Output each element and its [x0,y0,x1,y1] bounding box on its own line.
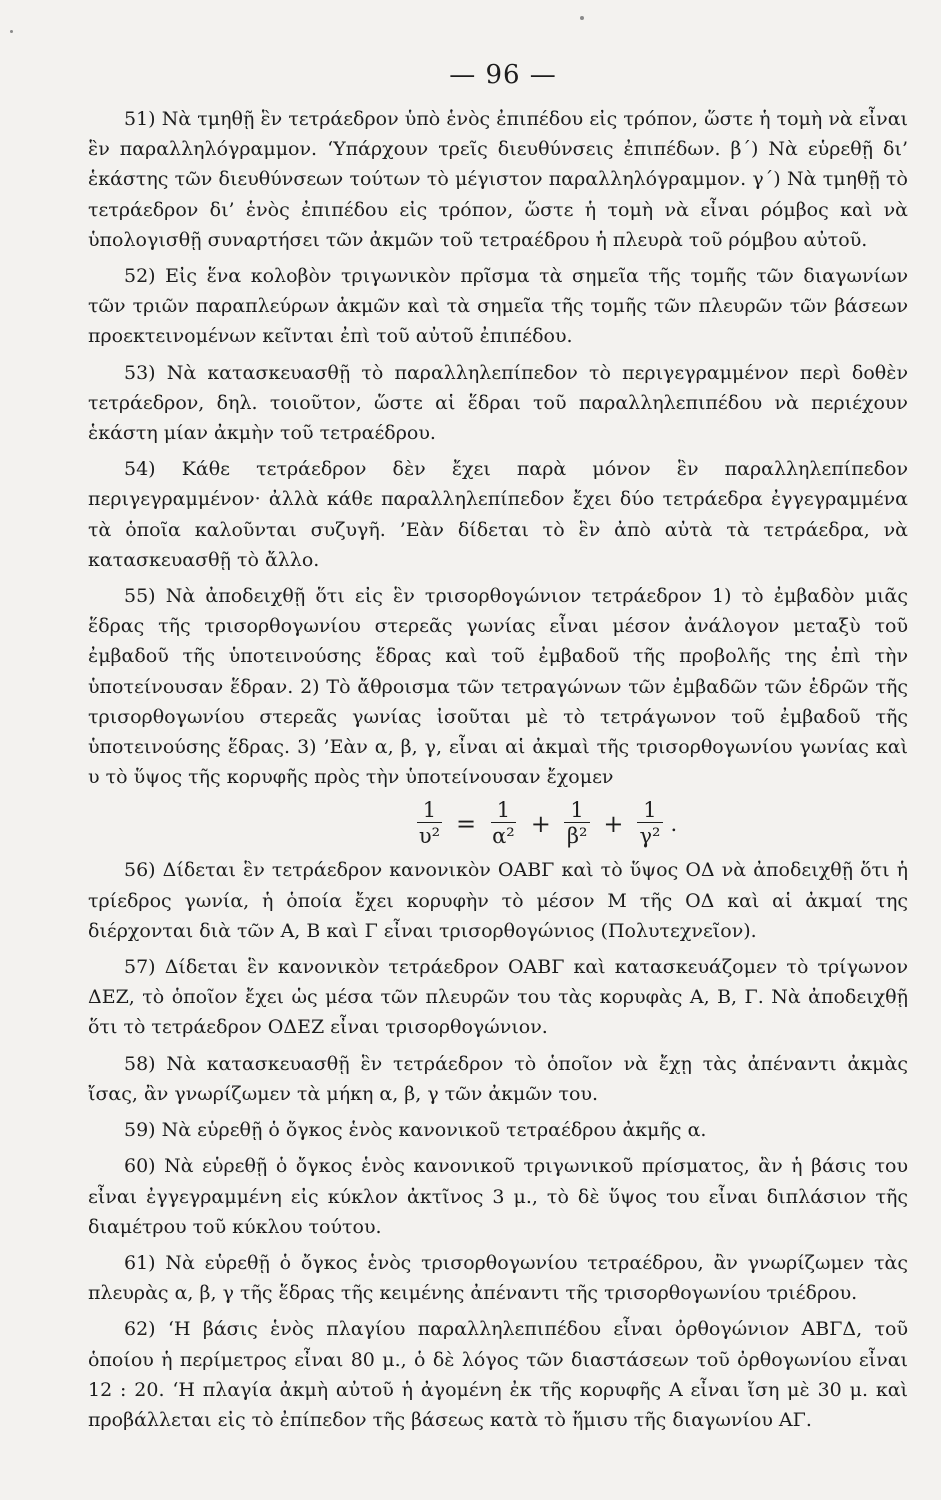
fraction-denominator: β² [566,824,588,849]
formula-term-beta [561,798,594,849]
paper-speck [10,30,13,33]
problem-57: 57) Δίδεται ἓν κανονικὸν τετράεδρον ΟΑΒΓ καὶ κατασκευάζομεν τὸ τρίγωνον ΔΕΖ, τὸ ὁποῖον ἔχει ὡς μέσα τῶν πλευρῶν του τὰς κορυφὰς Α, Β, Γ. Νὰ ἀποδειχθῇ ὅτι τὸ τετράεδρον ΟΔΕΖ εἶναι τρισορθογώνιον. [88,956,908,1039]
problem-54: 54) Κάθε τετράεδρον δὲν ἔχει παρὰ μόνον ἓν παραλληλεπίπεδον περιγεγραμμένον· ἀλλὰ κάθε παραλληλεπίπεδον ἔχει δύο τετράεδρα ἐγγεγραμμένα τὰ ὁποῖα καλοῦνται συζυγῆ. ’Εὰν δίδεται τὸ ἓν ἀπὸ αὐτὰ τὰ τετράεδρα, νὰ κατασκευασθῇ τὸ ἄλλο. [88,458,908,571]
problem-52: 52) Εἰς ἕνα κολοβὸν τριγωνικὸν πρῖσμα τὰ σημεῖα τῆς τομῆς τῶν διαγωνίων τῶν τριῶν παραπλεύρων ἀκμῶν καὶ τὰ σημεῖα τῆς τομῆς τῶν πλευρῶν τῶν βάσεων προεκτεινομένων κεῖνται ἐπὶ τοῦ αὐτοῦ ἐπιπέδου. [88,265,908,348]
formula-term-alpha [486,798,521,849]
fraction-denominator: υ² [418,824,440,849]
fraction-numerator: 1 [637,798,662,823]
equals-sign: = [456,809,477,838]
fraction-denominator: α² [492,824,515,849]
fraction-numerator: 1 [491,798,516,823]
problem-55: 55) Νὰ ἀποδειχθῇ ὅτι εἰς ἓν τρισορθογώνιον τετράεδρον 1) τὸ ἐμβαδὸν μιᾶς ἕδρας τῆς τρισορθογωνίου στερεᾶς γωνίας εἶναι μέσον ἀνάλογον μεταξὺ τοῦ ἐμβαδοῦ τῆς ὑποτεινούσης ἕδρας καὶ τοῦ ἐμβαδοῦ τῆς προβολῆς της ἐπὶ τὴν ὑποτείνουσαν ἕδραν. 2) Τὸ ἄθροισμα τῶν τετραγώνων τῶν ἐμβαδῶν τῶν ἑδρῶν τῆς τρισορθογωνίου στερεᾶς γωνίας ἰσοῦται μὲ τὸ τετράγωνον τοῦ ἐμβαδοῦ τῆς ὑποτεινούσης ἕδρας. 3) ’Εὰν α, β, γ, εἶναι αἱ ἀκμαὶ τῆς τρισορθογωνίου γωνίας καὶ υ τὸ ὕψος τῆς κορυφῆς πρὸς τὴν ὑποτείνουσαν ἔχομεν [88,585,908,789]
reciprocal-height-formula [88,798,908,849]
fraction-numerator: 1 [564,798,589,823]
problem-58: 58) Νὰ κατασκευασθῇ ἓν τετράεδρον τὸ ὁποῖον νὰ ἔχῃ τὰς ἀπέναντι ἀκμὰς ἴσας, ἂν γνωρίζωμεν τὰ μήκη α, β, γ τῶν ἀκμῶν του. [88,1052,908,1105]
problem-51: 51) Νὰ τμηθῇ ἓν τετράεδρον ὑπὸ ἑνὸς ἐπιπέδου εἰς τρόπον, ὥστε ἡ τομὴ νὰ εἶναι ἓν παραλληλόγραμμον. ‘Υπάρχουν τρεῖς διευθύνσεις ἐπιπέδων. β΄) Νὰ εὑρεθῇ δι’ ἑκάστης τῶν διευθύνσεων τούτων τὸ μέγιστον παραλληλόγραμμον. γ΄) Νὰ τμηθῇ τὸ τετράεδρον δι’ ἑνὸς ἐπιπέδου εἰς τρόπον, ὥστε ἡ τομὴ νὰ εἶναι ρόμβος καὶ νὰ ὑπολογισθῇ συναρτήσει τῶν ἀκμῶν τοῦ τετραέδρου ἡ πλευρὰ τοῦ ρόμβου αὐτοῦ. [88,108,908,251]
problem-59: 59) Νὰ εὑρεθῇ ὁ ὄγκος ἑνὸς κανονικοῦ τετραέδρου ἀκμῆς α. [124,1119,707,1142]
problem-62: 62) ‘Η βάσις ἑνὸς πλαγίου παραλληλεπιπέδου εἶναι ὀρθογώνιον ΑΒΓΔ, τοῦ ὁποίου ἡ περίμετρος εἶναι 80 μ., ὁ δὲ λόγος τῶν διαστάσεων τοῦ ὀρθογωνίου εἶναι 12 : 20. ‘Η πλαγία ἀκμὴ αὐτοῦ ἡ ἀγομένη ἐκ τῆς κορυφῆς Α εἶναι ἴση μὲ 30 μ. καὶ προβάλλεται εἰς τὸ ἐπίπεδον τῆς βάσεως κατὰ τὸ ἥμισυ τῆς διαγωνίου ΑΓ. [88,1318,908,1431]
page-number: — 96 — [449,60,557,90]
problem-53: 53) Νὰ κατασκευασθῇ τὸ παραλληλεπίπεδον τὸ περιγεγραμμένον περὶ δοθὲν τετράεδρον, δηλ. τοιοῦτον, ὥστε αἱ ἕδραι τοῦ παραλληλεπιπέδου νὰ περιέχουν ἑκάστη μίαν ἀκμὴν τοῦ τετραέδρου. [88,361,908,445]
formula-lhs [413,798,446,849]
problem-61: 61) Νὰ εὑρεθῇ ὁ ὄγκος ἑνὸς τρισορθογωνίου τετραέδρου, ἂν γνωρίζωμεν τὰς πλευρὰς α, β, γ τῆς ἕδρας τῆς κειμένης ἀπέναντι τῆς τρισορθογωνίου τριέδρου. [88,1251,908,1305]
problem-56: 56) Δίδεται ἓν τετράεδρον κανονικὸν ΟΑΒΓ καὶ τὸ ὕψος ΟΔ νὰ ἀποδειχθῇ ὅτι ἡ τρίεδρος γωνία, ἡ ὁποία ἔχει κορυφὴν τὸ μέσον Μ τῆς ΟΔ καὶ αἱ ἀκμαί της διέρχονται διὰ τῶν Α, Β καὶ Γ εἶναι τρισορθογώνιος (Πολυτεχνεῖον). [88,859,908,942]
fraction-numerator: 1 [417,798,442,823]
formula-period: . [670,811,678,836]
plus-sign: + [530,809,551,838]
paper-speck [580,16,584,20]
fraction-denominator: γ² [639,824,661,849]
formula-term-gamma [634,798,667,849]
problem-60: 60) Νὰ εὑρεθῇ ὁ ὄγκος ἑνὸς κανονικοῦ τριγωνικοῦ πρίσματος, ἂν ἡ βάσις του εἶναι ἐγγεγραμμένη εἰς κύκλον ἀκτῖνος 3 μ., τὸ δὲ ὕψος του εἶναι διπλάσιον τῆς διαμέτρου τοῦ κύκλου τούτου. [88,1155,908,1238]
plus-sign: + [603,809,624,838]
book-page [88,60,908,1441]
